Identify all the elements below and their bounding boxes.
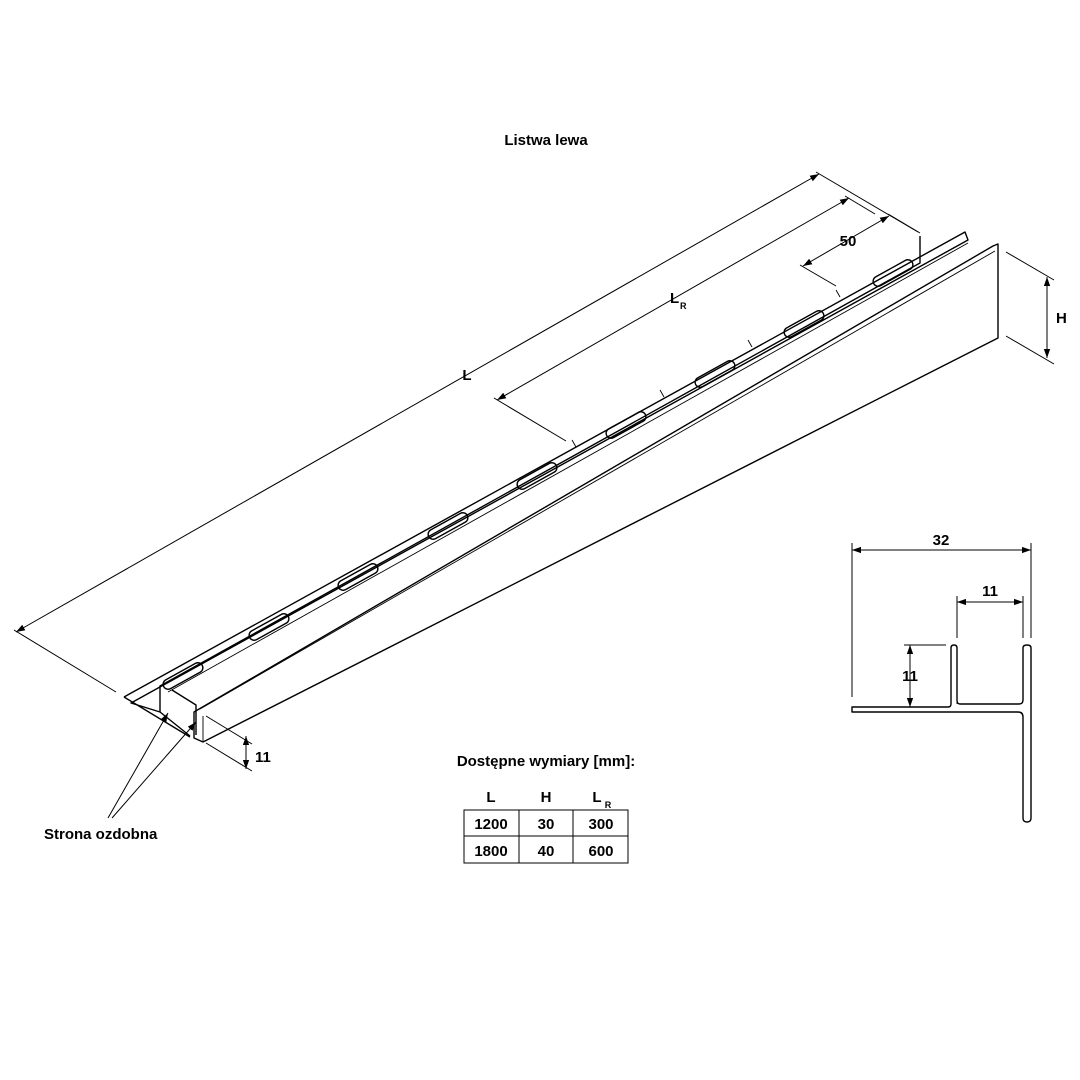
- table-header-LR: L: [592, 789, 602, 806]
- table-caption: Dostępne wymiary [mm]:: [456, 753, 636, 770]
- profile-inner-height-label: 11: [902, 668, 918, 685]
- table-header-L: L: [486, 789, 496, 806]
- drawing-title: Listwa lewa: [504, 132, 588, 149]
- dimension-L: [14, 172, 918, 692]
- decorative-side-label: Strona ozdobna: [44, 826, 158, 843]
- profile-inner-width-label: 11: [982, 583, 998, 600]
- dimension-spacing: [800, 214, 920, 286]
- table-header-LR-subscript: R: [604, 800, 612, 810]
- table-header-H: H: [540, 789, 552, 806]
- dimension-H: [1006, 252, 1067, 364]
- table-cell: 1200: [474, 816, 508, 833]
- dimension-H-label: H: [1056, 310, 1067, 327]
- dimension-spacing-label: 50: [839, 233, 857, 250]
- table-cell: 1800: [474, 843, 508, 860]
- dimension-LR: [494, 196, 875, 441]
- strip-isometric: [124, 232, 998, 742]
- dimension-LR-label: L: [670, 290, 680, 307]
- profile-cross-section: [852, 532, 1031, 822]
- table-cell: 300: [588, 816, 614, 833]
- dimension-LR-subscript: R: [680, 301, 687, 311]
- profile-total-width-label: 32: [932, 532, 950, 549]
- table-cell: 40: [537, 843, 555, 860]
- decorative-side-callout: [44, 713, 196, 843]
- table-cell: 600: [588, 843, 614, 860]
- dimension-L-label: L: [462, 367, 472, 384]
- dimensions-table: [457, 753, 635, 863]
- dimension-flange-height-label: 11: [255, 749, 271, 766]
- table-cell: 30: [537, 816, 555, 833]
